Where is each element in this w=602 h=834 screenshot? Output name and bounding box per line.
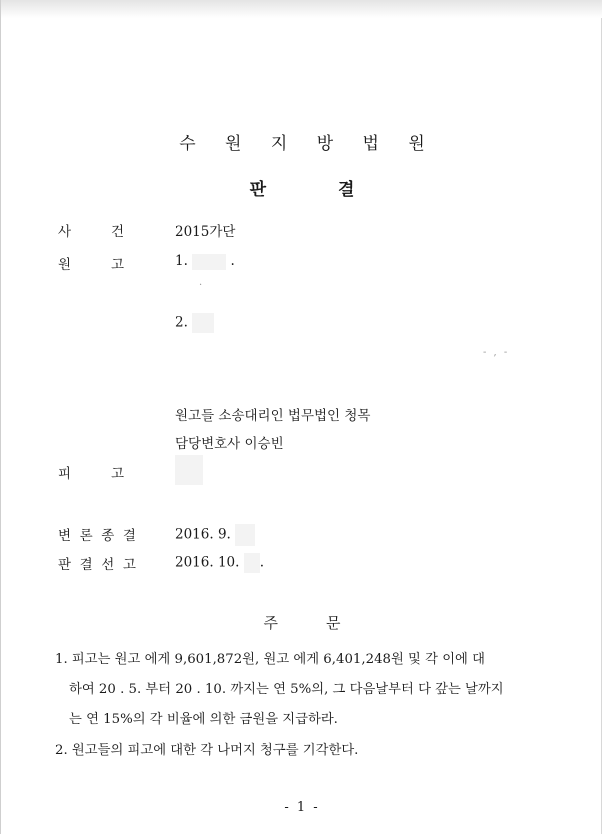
attorney-lawyer: 담당변호사 이승빈 xyxy=(175,436,284,452)
page-number: - 1 - xyxy=(284,800,320,815)
stray-marks: - , - xyxy=(483,347,510,358)
plaintiff-label: 원 고 xyxy=(58,257,124,273)
scan-top-shadow xyxy=(1,0,602,18)
redaction-block xyxy=(235,524,255,546)
attorney-firm: 원고들 소송대리인 법무법인 청목 xyxy=(175,408,371,424)
closing-label: 변 론 종 결 xyxy=(58,528,136,544)
document-title-right: 결 xyxy=(338,180,355,200)
document-title xyxy=(1,175,602,200)
plaintiff-1: 1. . xyxy=(175,253,235,269)
redaction-block xyxy=(192,254,226,270)
order-line-4: 2. 원고들의 피고에 대한 각 나머지 청구를 기각한다. xyxy=(55,743,359,758)
judgment-date-label: 판 결 선 고 xyxy=(58,557,136,573)
scan-speck: · xyxy=(199,280,203,291)
order-heading: 주 문 xyxy=(263,614,341,632)
order-line-1: 1. 피고는 원고 에게 9,601,872원, 원고 에게 6,401,248원 및 각 이에 대 xyxy=(55,652,485,667)
closing-date: 2016. 9. xyxy=(175,524,255,546)
redaction-block xyxy=(192,313,214,333)
redaction-block xyxy=(244,553,260,573)
defendant-label: 피 고 xyxy=(58,466,124,482)
judgment-date: 2016. 10. . xyxy=(175,553,264,573)
court-name: 수 원 지 방 법 원 xyxy=(179,134,437,154)
order-line-2: 하여 20 . 5. 부터 20 . 10. 까지는 연 5%의, 그 다음날부터 다 갚는 날까지 xyxy=(69,682,504,697)
redaction-block xyxy=(175,455,203,485)
order-line-3: 는 연 15%의 각 비율에 의한 금원을 지급하라. xyxy=(69,712,338,727)
case-label: 사 건 xyxy=(58,224,124,240)
document-title-left: 판 xyxy=(249,180,266,200)
plaintiff-2: 2. xyxy=(175,313,214,333)
case-number: 2015가단 xyxy=(175,224,236,240)
defendant-name xyxy=(175,455,203,485)
